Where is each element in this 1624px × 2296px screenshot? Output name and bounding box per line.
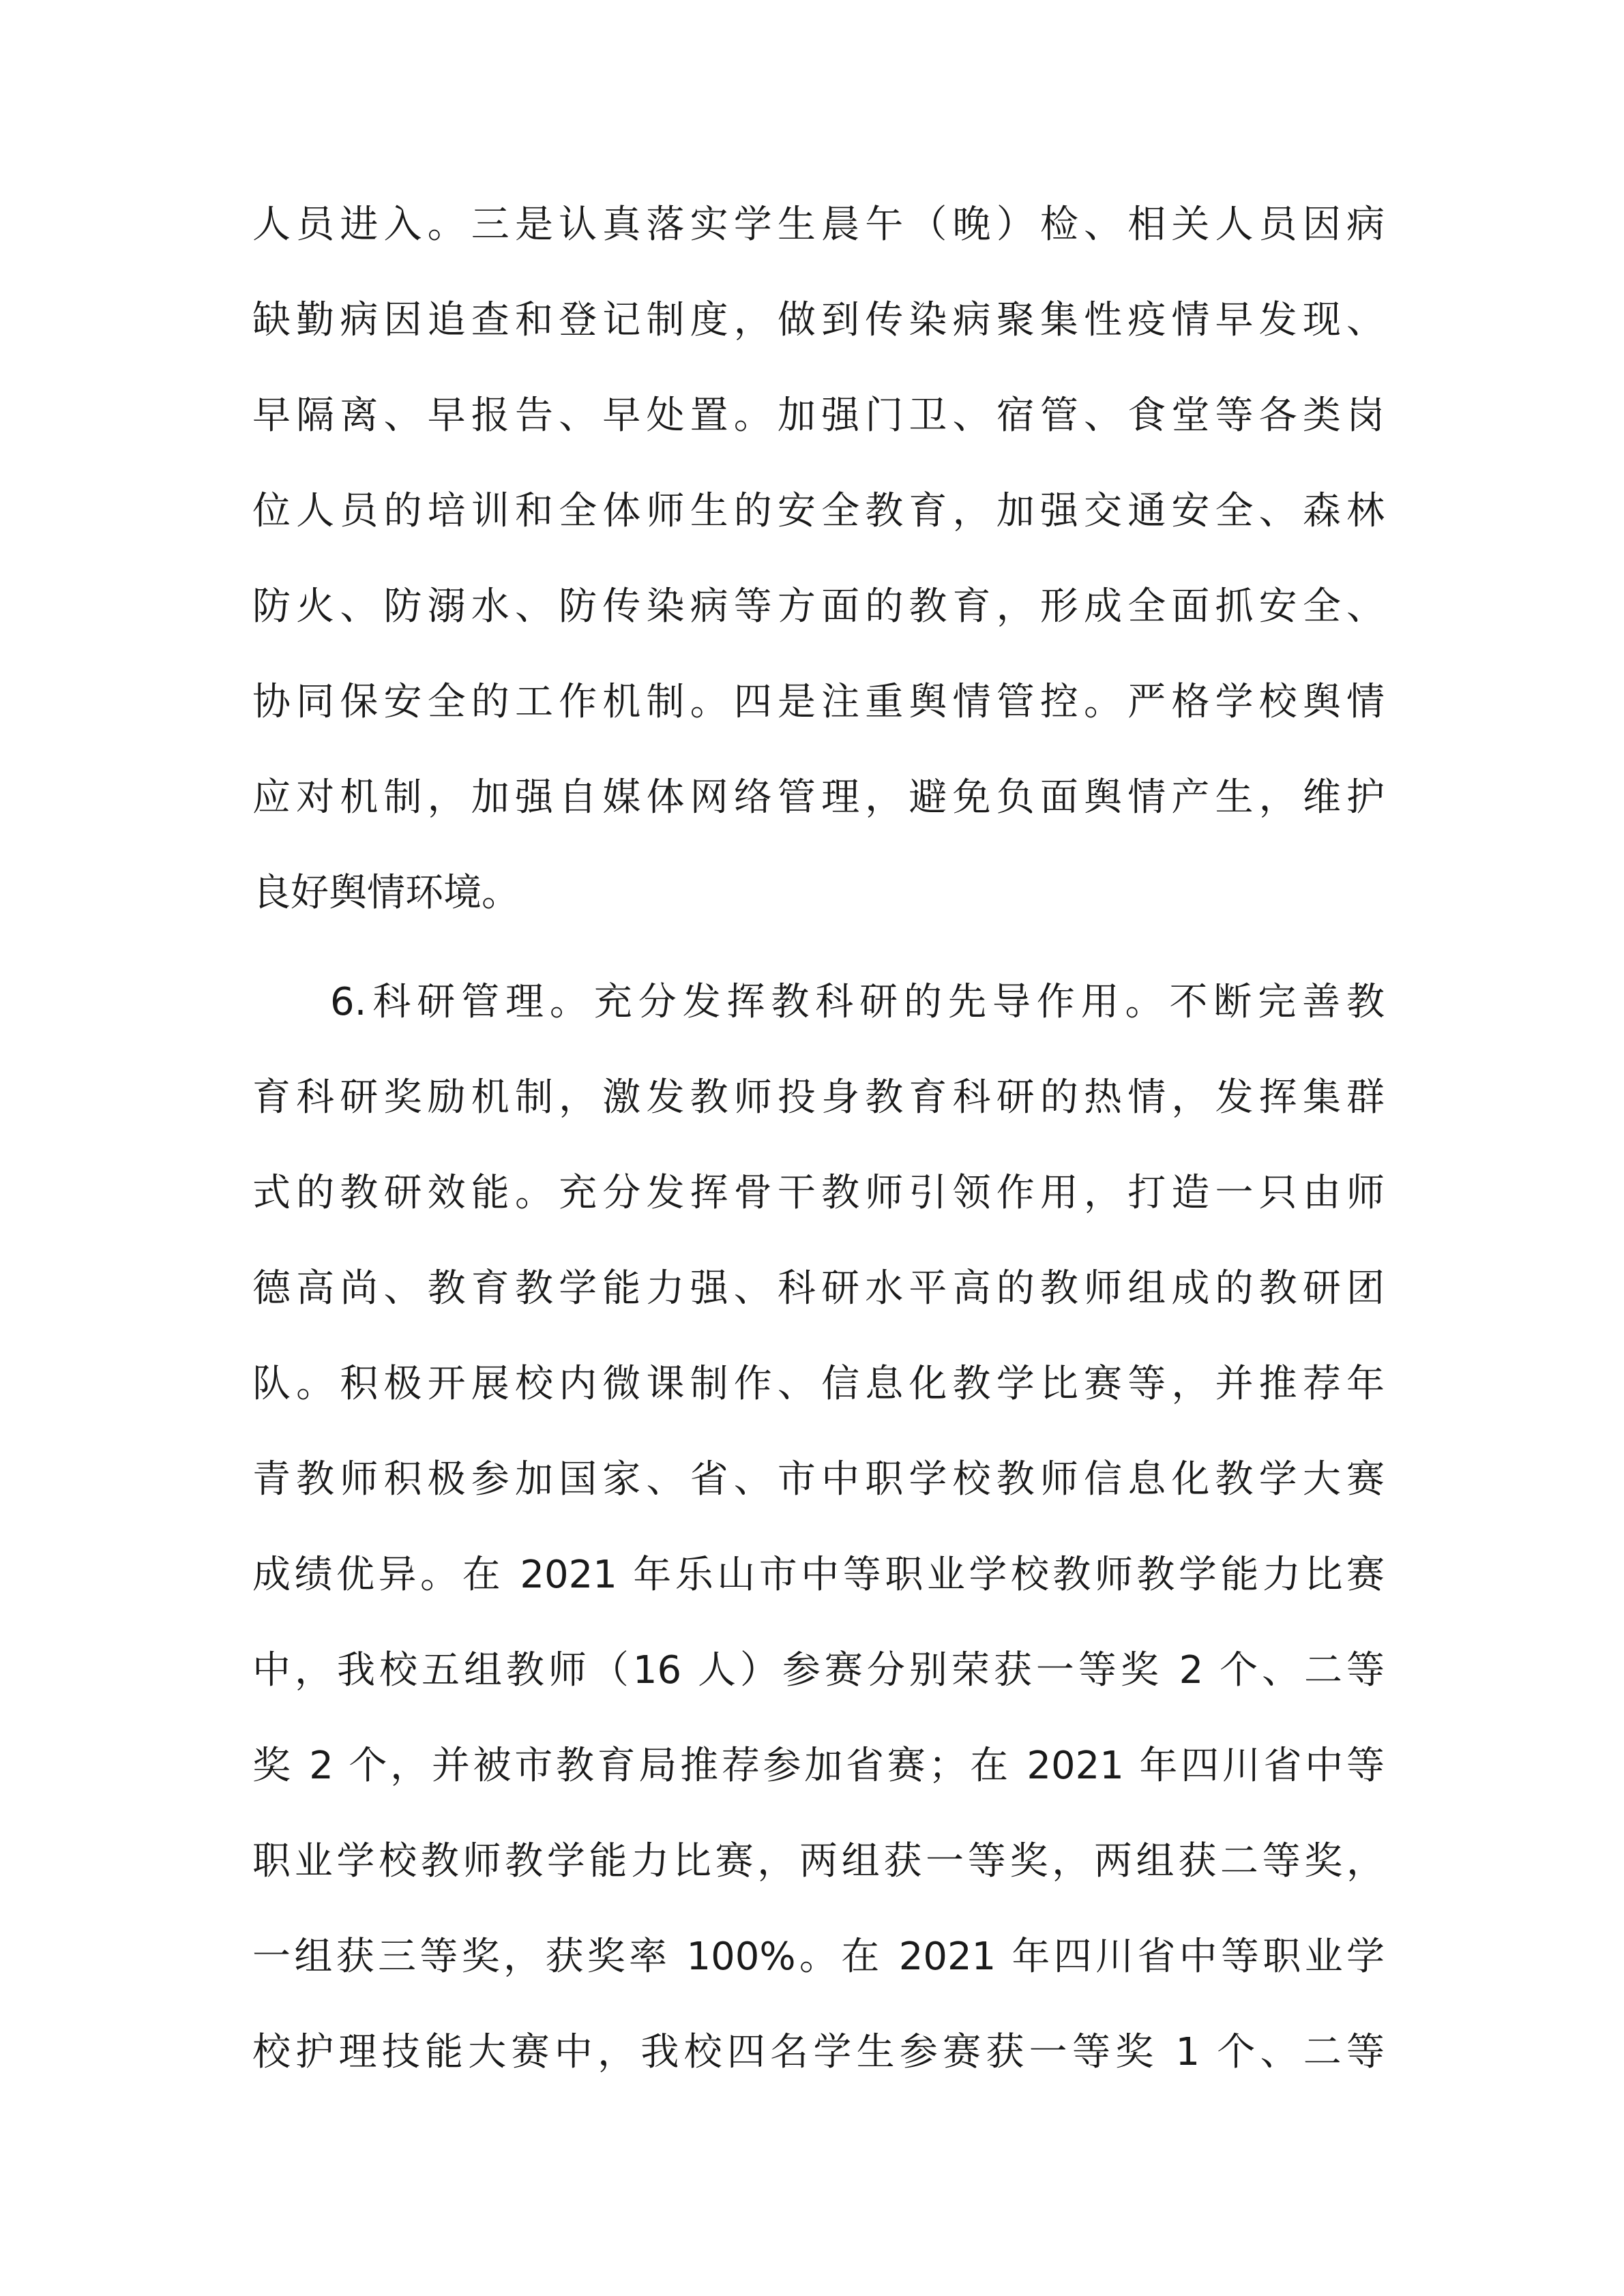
text-line: 青教师积极参加国家、省、市中职学校教师信息化教学大赛 xyxy=(252,1457,1385,1502)
text-line: 德高尚、教育教学能力强、科研水平高的教师组成的教研团 xyxy=(252,1266,1385,1311)
text-line: 防火、防溺水、防传染病等方面的教育，形成全面抓安全、 xyxy=(252,584,1385,629)
text-line: 良好舆情环境。 xyxy=(252,871,520,915)
section-heading-line: 6.科研管理。充分发挥教科研的先导作用。不断完善教 xyxy=(330,980,1385,1024)
text-line: 一组获三等奖，获奖率 100%。在 2021 年四川省中等职业学 xyxy=(252,1935,1385,1979)
text-line: 中，我校五组教师（16 人）参赛分别荣获一等奖 2 个、二等 xyxy=(252,1648,1385,1693)
text-line: 校护理技能大赛中，我校四名学生参赛获一等奖 1 个、二等 xyxy=(252,2030,1385,2074)
text-line: 人员进入。三是认真落实学生晨午（晚）检、相关人员因病 xyxy=(252,203,1385,247)
text-line: 育科研奖励机制，激发教师投身教育科研的热情，发挥集群 xyxy=(252,1075,1385,1120)
text-line: 缺勤病因追查和登记制度，做到传染病聚集性疫情早发现、 xyxy=(252,298,1385,342)
text-line: 应对机制，加强自媒体网络管理，避免负面舆情产生，维护 xyxy=(252,775,1385,820)
text-line: 奖 2 个，并被市教育局推荐参加省赛；在 2021 年四川省中等 xyxy=(252,1744,1385,1788)
text-line: 成绩优异。在 2021 年乐山市中等职业学校教师教学能力比赛 xyxy=(252,1553,1385,1597)
text-line: 队。积极开展校内微课制作、信息化教学比赛等，并推荐年 xyxy=(252,1362,1385,1406)
text-line: 早隔离、早报告、早处置。加强门卫、宿管、食堂等各类岗 xyxy=(252,393,1385,438)
text-line: 位人员的培训和全体师生的安全教育，加强交通安全、森林 xyxy=(252,489,1385,533)
text-line: 协同保安全的工作机制。四是注重舆情管控。严格学校舆情 xyxy=(252,680,1385,724)
text-line: 职业学校教师教学能力比赛，两组获一等奖，两组获二等奖， xyxy=(252,1839,1385,1883)
text-line: 式的教研效能。充分发挥骨干教师引领作用，打造一只由师 xyxy=(252,1171,1385,1215)
